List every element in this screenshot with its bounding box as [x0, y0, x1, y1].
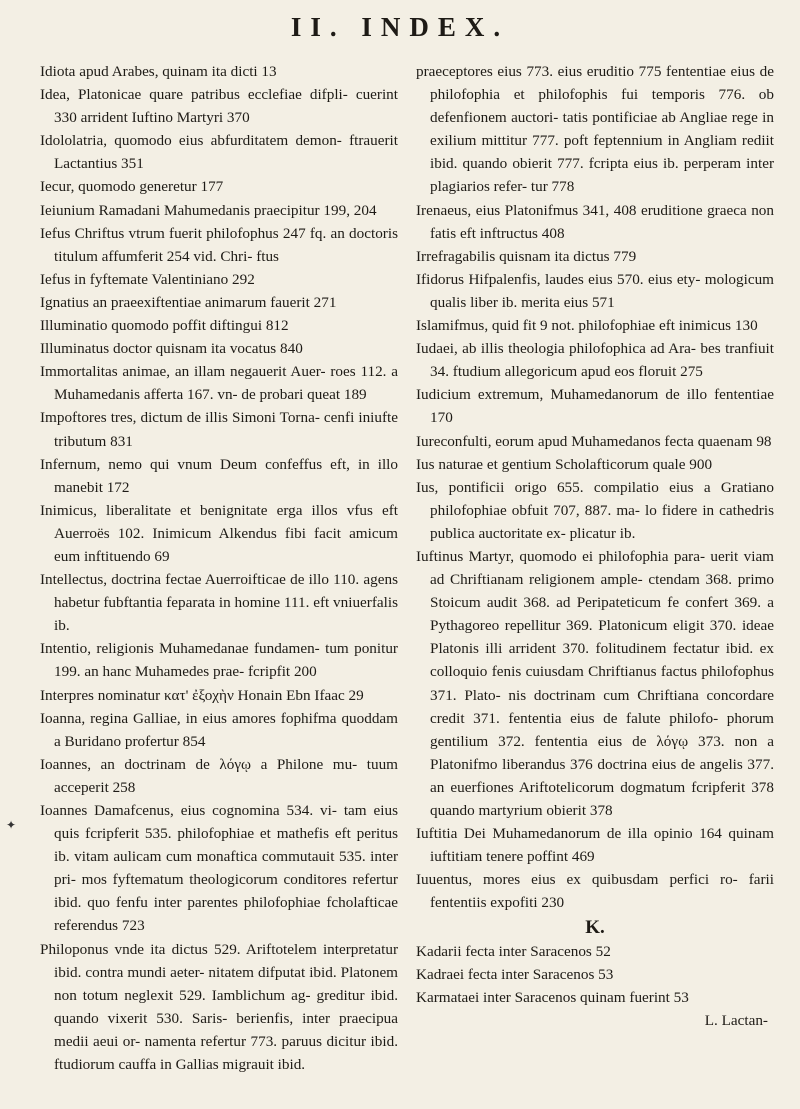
index-entry: Ius, pontificii origo 655. compilatio eius a Gratiano philofophiae obfuit 707, 887. ma- lo fidere in cathedris publica auctoritate ex- plicatur ib. [416, 478, 774, 542]
index-entry: Iudaei, ab illis theologia philofophica ad Ara- bes tranfiuit 34. ftudium allegoricum apud eos floruit 275 [416, 340, 774, 381]
index-entry: Infernum, nemo qui vnum Deum confeffus eft, in illo manebit 172 [40, 455, 398, 496]
index-entry: Impoftores tres, dictum de illis Simoni Torna- cenfi iniufte tributum 831 [40, 409, 398, 450]
index-entry: Karmataei inter Saracenos quinam fuerint 53 [416, 988, 689, 1006]
index-entry: Irenaeus, eius Platonifmus 341, 408 eruditione graeca non fatis eft inftructus 408 [416, 201, 774, 242]
index-entry: Irrefragabilis quisnam ita dictus 779 [416, 247, 637, 265]
index-entry: Iudicium extremum, Muhamedanorum de illo fententiae 170 [416, 386, 774, 427]
index-entry: Iefus in fyftemate Valentiniano 292 [40, 270, 255, 288]
index-entry: Islamifmus, quid fit 9 not. philofophiae eft inimicus 130 [416, 317, 758, 335]
index-entry: Ius naturae et gentium Scholafticorum quale 900 [416, 455, 713, 473]
index-entry: Iuuentus, mores eius ex quibusdam perfici ro- farii fententiis expofiti 230 [416, 871, 774, 912]
index-entry: Iureconfulti, eorum apud Muhamedanos fecta quaenam 98 [416, 432, 772, 450]
index-entry: Iefus Chriftus vtrum fuerit philofophus 247 fq. an doctoris titulum affumferit 254 vid. Chri- ftus [40, 224, 398, 265]
right-column [416, 60, 774, 1032]
index-entry: Ioannes Damafcenus, eius cognomina 534. vi- tam eius quis fcripferit 535. philofophiae et mathefis eft peritus ib. vitam aulicam cum monaftica commutauit 535. inter pri- mos fyftematum theologicorum conditores refertur ibid. quo fenfu inter parentes philofophiae fcholafticae referendus 723 [40, 802, 398, 935]
index-entry: praeceptores eius 773. eius eruditio 775 fententiae eius de philofophia et philofophis fui temporis 776. ob defenfionem auctori- tatis pontificiae ab Angliae rege in exilium mittitur 777. poft feptennium in Angliam rediit ibid. quando obierit 777. fcripta eius ib. perperam inter plagiarios refer- tur 778 [416, 63, 774, 196]
index-entry: Inimicus, liberalitate et benignitate erga illos vfus eft Auerroës 102. Inimicum Alkendus fibi facit amicum eum inftituendo 69 [40, 501, 398, 565]
index-entry: Illuminatus doctor quisnam ita vocatus 840 [40, 340, 303, 358]
section-heading-k: K. [585, 917, 605, 939]
index-entry: Idiota apud Arabes, quinam ita dicti 13 [40, 63, 277, 80]
index-entry: Ioanna, regina Galliae, in eius amores fophifma quoddam a Buridano profertur 854 [40, 709, 398, 750]
index-entry: Ifidorus Hifpalenfis, laudes eius 570. eius ety- mologicum qualis liber ib. merita eius 571 [416, 270, 774, 311]
index-entry: Ieiunium Ramadani Mahumedanis praecipitur 199, 204 [40, 201, 377, 219]
index-entry: Kadarii fecta inter Saracenos 52 [416, 942, 611, 960]
index-entry: Intellectus, doctrina fectae Auerroifticae de illo 110. agens habetur fubftantia feparata in homine 111. eft vniuerfalis ib. [40, 571, 398, 635]
index-entry: Kadraei fecta inter Saracenos 53 [416, 965, 614, 983]
index-entry: Illuminatio quomodo poffit diftingui 812 [40, 317, 289, 335]
index-entry: Philoponus vnde ita dictus 529. Ariftotelem interpretatur ibid. contra mundi aeter- nitatem difputat ibid. Platonem non totum neglexit 529. Iamblichum ag- greditur ibid. quando vixerit 530. Saris- berienfis, inter praecipua medii aeui or- namenta refertur 773. paruus dicitur ibid. ftudiorum cauffa in Gallias migrauit ibid. [40, 940, 398, 1074]
index-entry: Idololatria, quomodo eius abfurditatem demon- ftrauerit Lactantius 351 [40, 132, 398, 173]
left-column [40, 60, 398, 1076]
index-entry: Ignatius an praeexiftentiae animarum fauerit 271 [40, 293, 337, 311]
margin-mark-icon: ✦ [6, 818, 17, 832]
index-entry: Intentio, religionis Muhamedanae fundamen- tum ponitur 199. an hanc Muhamedes prae- fcripfit 200 [40, 640, 398, 681]
index-entry: Iecur, quomodo generetur 177 [40, 178, 224, 196]
index-entry: Interpres nominatur κατ' ἐξοχὴν Honain Ebn Ifaac 29 [40, 686, 364, 704]
page-header: II. INDEX. [290, 12, 510, 42]
index-entry: Iuftinus Martyr, quomodo ei philofophia para- uerit viam ad Chriftianam religionem ample- ctendam 368. primo Stoicum audit 368. ad Peripateticum fe confert 369. a Pythagoreo repellitur 369. Platonicum eligit 370. ideae Platonis illi arrident 370. folitudinem fectatur ibid. ex colloquio fenis cuiusdam Chriftianus factus philofophus 371. Plato- nis doctrinam cum Chriftiana concordare credit 371. fententia eius de falute philofo- phorum gentilium 372. fententia eius de λόγῳ 373. non a Platonifmo liberandus 376 doctrina eius de angelis 377. an euerfiones Ariftotelicorum dogmatum fcripferit 378 quando martyrium obierit 378 [416, 547, 774, 819]
index-entry: Immortalitas animae, an illam negauerit Auer- roes 112. a Muhamedanis afferta 167. vn- de probari queat 189 [40, 363, 398, 404]
catchword: L. Lactan- [704, 1011, 768, 1029]
index-entry: Iuftitia Dei Muhamedanorum de illa opinio 164 quinam iuftitiam tenere poffint 469 [416, 825, 774, 866]
index-entry: Idea, Platonicae quare patribus ecclefiae difpli- cuerint 330 arrident Iuftino Martyri 370 [40, 86, 398, 127]
index-entry: Ioannes, an doctrinam de λόγῳ a Philone mu- tuum acceperit 258 [40, 755, 398, 796]
